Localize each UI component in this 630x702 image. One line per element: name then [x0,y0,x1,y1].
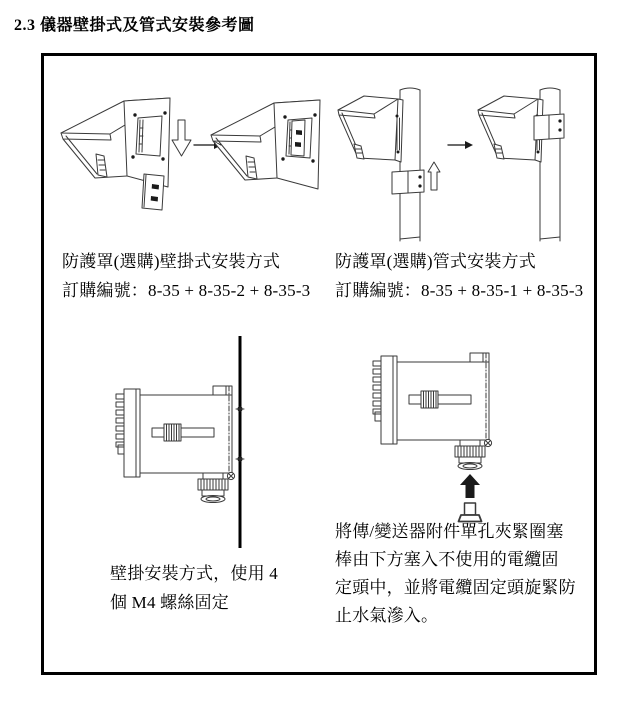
pipe-drawing-assembled [478,88,564,241]
hood-drawing-assembled [211,100,320,189]
gland-plug-note-line4: 止水氣滲入。 [335,606,439,625]
figure-frame [41,53,597,675]
gland-plug-note-line1: 將傳/變送器附件單孔夾緊圈塞 [335,522,564,541]
wall-mount-caption-line1: 壁掛安裝方式，使用 4 [110,564,278,583]
hood-pipe-caption-line1: 防護罩(選購)管式安裝方式 [335,252,536,271]
hood-wall-caption [62,248,310,305]
gland-plug-device-diagram [358,334,528,524]
right-arrow-icon [448,141,473,149]
pipe-drawing-exploded [338,88,424,241]
gland-plug-note [335,518,576,630]
hood-wall-mount-diagram [58,88,330,246]
device-side-view [116,386,235,503]
hood-drawing-exploded [61,98,170,210]
gland-plug-note-line2: 棒由下方塞入不使用的電纜固 [335,550,559,569]
hood-wall-caption-line2: 訂購編號：8-35 + 8-35-2 + 8-35-3 [62,280,311,300]
device-side-view [373,353,492,470]
up-arrow-icon [460,474,480,498]
wall-mount-device-diagram [95,333,315,551]
hood-wall-caption-line1: 防護罩(選購)壁掛式安裝方式 [62,252,281,271]
gland-plug-note-line3: 定頭中，並將電纜固定頭旋緊防 [335,578,576,597]
page-title: 2.3 儀器壁掛式及管式安裝參考圖 [14,17,255,34]
hood-pipe-mount-diagram [336,86,586,246]
wall-mount-caption-line2: 個 M4 螺絲固定 [110,592,229,612]
up-arrow-icon [428,162,440,190]
wall-mount-caption [110,560,278,617]
hood-pipe-caption [335,248,583,305]
hood-pipe-caption-line2: 訂購編號：8-35 + 8-35-1 + 8-35-3 [335,280,584,300]
down-arrow-icon [172,120,191,156]
